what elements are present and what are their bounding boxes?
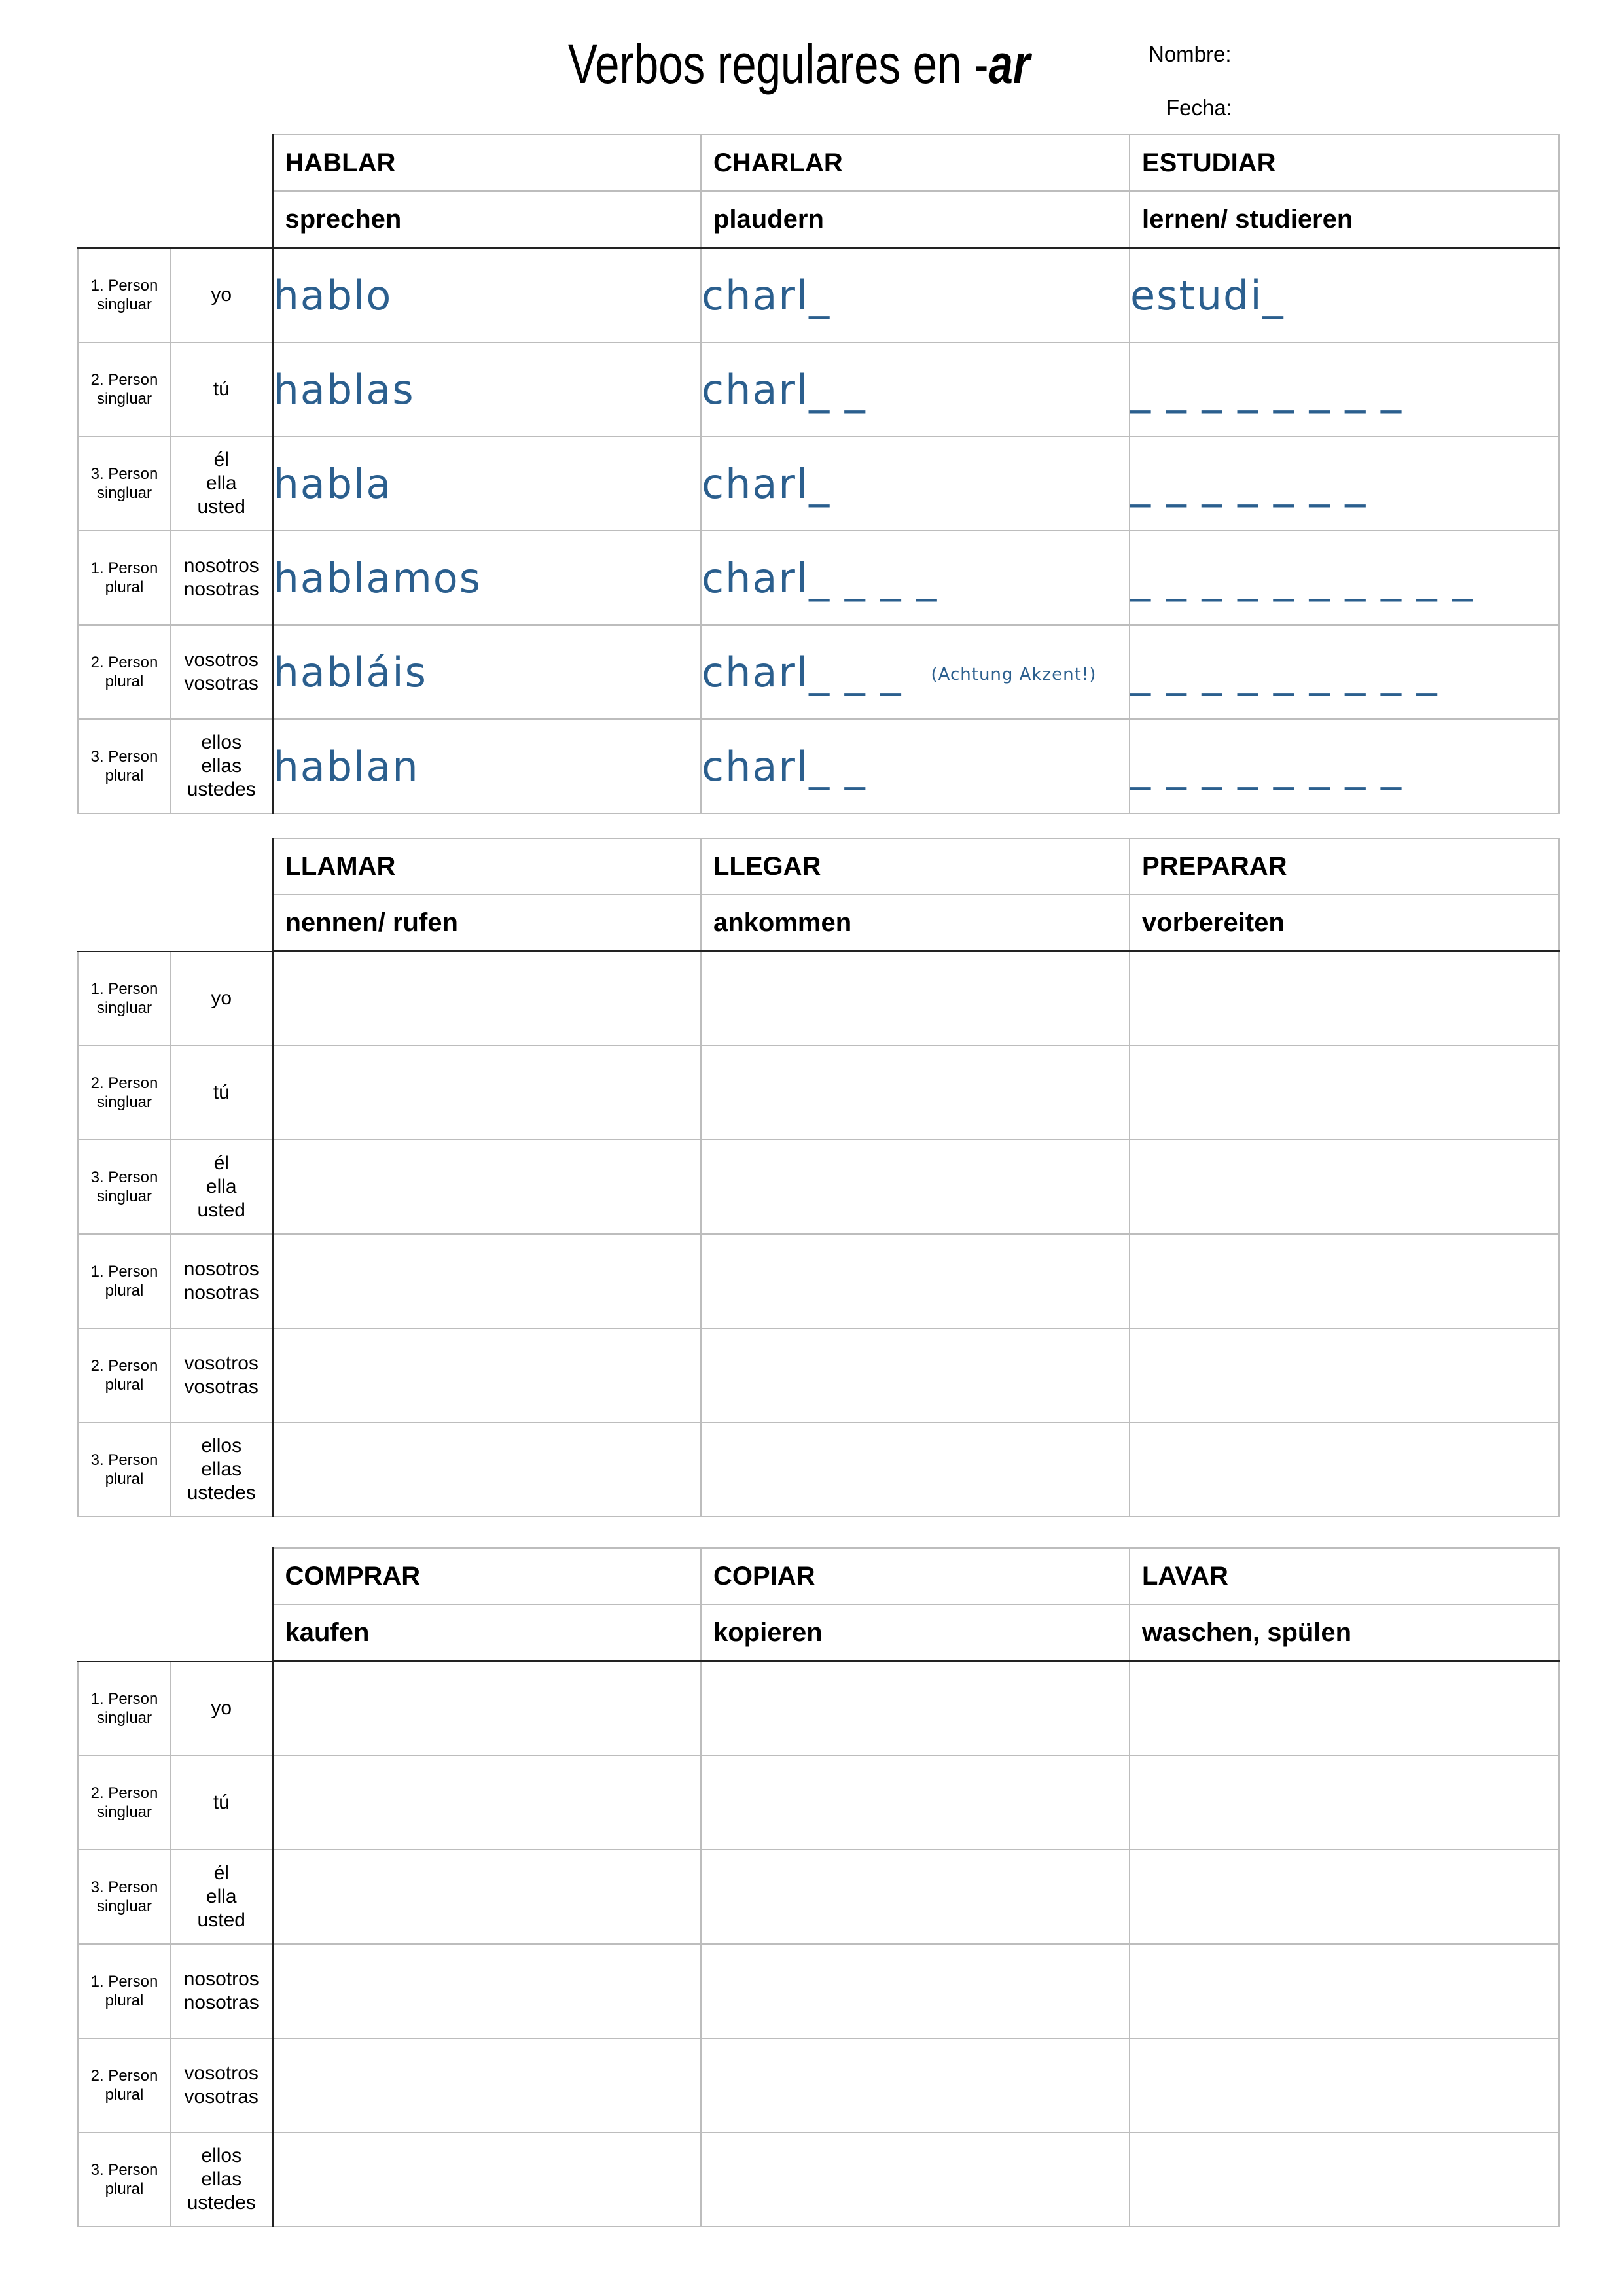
- answer-cell[interactable]: [701, 248, 1130, 343]
- person-ordinal: 3. Person: [90, 465, 158, 483]
- conjugation-row: [78, 1422, 1559, 1517]
- conjugation-row: [78, 1328, 1559, 1422]
- person-number: singluar: [96, 1898, 152, 1915]
- conjugated-form: _ _ _ _ _ _ _ _ _: [1130, 648, 1438, 696]
- answer-cell[interactable]: [1130, 436, 1559, 531]
- translation-row: [78, 894, 1559, 951]
- answer-cell[interactable]: [1130, 1422, 1559, 1517]
- pronoun: yo: [211, 283, 232, 306]
- answer-cell[interactable]: [1130, 248, 1559, 343]
- answer-cell[interactable]: [701, 436, 1130, 531]
- person-ordinal: 2. Person: [90, 1074, 158, 1092]
- pronoun: vosotras: [184, 673, 259, 694]
- answer-cell[interactable]: [1130, 1046, 1559, 1140]
- pronoun: vosotros: [184, 2062, 259, 2084]
- pronoun-cell: [171, 1328, 272, 1422]
- infinitive-row: [78, 1548, 1559, 1604]
- verb-translation: lernen/ studieren: [1130, 191, 1559, 248]
- pronoun: tú: [213, 1082, 230, 1103]
- pronoun: ustedes: [187, 2192, 256, 2214]
- pronoun: yo: [211, 987, 232, 1009]
- pronoun: usted: [197, 1199, 245, 1221]
- conjugation-row: [78, 1046, 1559, 1140]
- verb-translation: kaufen: [272, 1604, 701, 1661]
- conjugated-form: charl_ _: [702, 365, 866, 414]
- answer-cell[interactable]: [272, 1850, 701, 1944]
- answer-cell[interactable]: [272, 1422, 701, 1517]
- pronoun: ellos: [201, 732, 242, 753]
- person-ordinal: 1. Person: [90, 559, 158, 577]
- verb-infinitive: HABLAR: [272, 135, 701, 191]
- answer-cell[interactable]: [701, 2038, 1130, 2132]
- person-ordinal: 2. Person: [90, 2067, 158, 2085]
- person-ordinal: 3. Person: [90, 1451, 158, 1469]
- answer-cell[interactable]: [701, 531, 1130, 625]
- answer-cell[interactable]: [1130, 1140, 1559, 1234]
- answer-cell[interactable]: [272, 951, 701, 1046]
- person-ordinal: 3. Person: [90, 1879, 158, 1896]
- answer-cell[interactable]: [272, 625, 701, 719]
- verb-infinitive: LLAMAR: [272, 838, 701, 894]
- conjugation-row: [78, 1140, 1559, 1234]
- conjugation-table-2: [77, 838, 1558, 1517]
- pronoun-cell: [171, 1140, 272, 1234]
- conjugated-form: charl_ _ _: [702, 648, 902, 696]
- person-ordinal: 2. Person: [90, 1784, 158, 1802]
- conjugation-row: [78, 1944, 1559, 2038]
- corner-blank: [78, 1548, 272, 1661]
- person-number: plural: [105, 2180, 144, 2198]
- answer-cell[interactable]: [701, 1046, 1130, 1140]
- person-ordinal: 3. Person: [90, 748, 158, 766]
- title-suffix: ar: [988, 33, 1031, 95]
- conjugated-form: hablas: [273, 365, 415, 414]
- answer-cell[interactable]: [272, 1944, 701, 2038]
- verb-infinitive: ESTUDIAR: [1130, 135, 1559, 191]
- verb-infinitive: COMPRAR: [272, 1548, 701, 1604]
- person-label: [78, 1756, 171, 1850]
- pronoun: nosotras: [183, 578, 259, 600]
- answer-cell[interactable]: [701, 951, 1130, 1046]
- answer-cell[interactable]: [701, 1661, 1130, 1756]
- corner-blank: [78, 135, 272, 248]
- answer-cell[interactable]: [701, 1850, 1130, 1944]
- person-label: [78, 951, 171, 1046]
- pronoun: nosotros: [183, 555, 259, 576]
- pronoun: ella: [205, 1176, 237, 1197]
- verb-infinitive: LAVAR: [1130, 1548, 1559, 1604]
- date-label: Fecha:: [1166, 96, 1232, 120]
- verb-translation: plaudern: [701, 191, 1130, 248]
- person-label: [78, 1046, 171, 1140]
- conjugated-form: habláis: [273, 648, 427, 696]
- conjugation-row: [78, 531, 1559, 625]
- answer-cell[interactable]: [272, 1046, 701, 1140]
- pronoun-cell: [171, 719, 272, 813]
- person-ordinal: 1. Person: [90, 1263, 158, 1280]
- answer-cell[interactable]: [272, 436, 701, 531]
- person-number: singluar: [96, 484, 152, 502]
- pronoun-cell: [171, 436, 272, 531]
- answer-cell[interactable]: [1130, 1850, 1559, 1944]
- person-label: [78, 1944, 171, 2038]
- answer-cell[interactable]: [272, 1234, 701, 1328]
- conjugated-form: charl_ _ _ _: [702, 554, 938, 602]
- pronoun: ellos: [201, 1435, 242, 1457]
- answer-cell[interactable]: [701, 342, 1130, 436]
- pronoun: vosotras: [184, 2086, 259, 2108]
- translation-row: [78, 1604, 1559, 1661]
- answer-cell[interactable]: [701, 1756, 1130, 1850]
- translation-row: [78, 191, 1559, 248]
- verb-translation: sprechen: [272, 191, 701, 248]
- person-number: plural: [105, 2086, 144, 2104]
- conjugated-form: _ _ _ _ _ _ _ _ _ _: [1130, 554, 1474, 602]
- worksheet-title: [568, 33, 1031, 96]
- answer-cell[interactable]: [272, 531, 701, 625]
- pronoun: él: [213, 449, 229, 470]
- pronoun: ellas: [201, 755, 242, 777]
- pronoun-cell: [171, 1850, 272, 1944]
- conjugation-grid: [77, 838, 1560, 1517]
- person-ordinal: 1. Person: [90, 1689, 158, 1708]
- pronoun: ellas: [201, 2168, 242, 2190]
- pronoun-cell: [171, 1756, 272, 1850]
- person-number: singluar: [96, 998, 152, 1017]
- pronoun-cell: [171, 951, 272, 1046]
- verb-translation: kopieren: [701, 1604, 1130, 1661]
- pronoun: nosotros: [183, 1258, 259, 1280]
- verb-translation: waschen, spülen: [1130, 1604, 1559, 1661]
- pronoun: usted: [197, 1909, 245, 1931]
- pronoun: él: [213, 1862, 229, 1884]
- person-ordinal: 2. Person: [90, 1357, 158, 1375]
- conjugation-row: [78, 248, 1559, 343]
- person-number: singluar: [96, 390, 152, 408]
- conjugated-form: _ _ _ _ _ _ _ _: [1130, 742, 1402, 790]
- person-label: [78, 342, 171, 436]
- conjugation-row: [78, 436, 1559, 531]
- pronoun-cell: [171, 248, 272, 343]
- answer-cell[interactable]: [1130, 2038, 1559, 2132]
- pronoun: yo: [211, 1697, 232, 1719]
- pronoun-cell: [171, 1661, 272, 1756]
- answer-cell[interactable]: [1130, 1234, 1559, 1328]
- pronoun: ellos: [201, 2145, 242, 2166]
- pronoun: nosotras: [183, 1992, 259, 2013]
- pronoun-cell: [171, 531, 272, 625]
- person-number: singluar: [96, 1093, 152, 1111]
- answer-cell[interactable]: [701, 625, 1130, 719]
- answer-cell[interactable]: [272, 2038, 701, 2132]
- title-main: Verbos regulares en -: [568, 33, 989, 95]
- person-ordinal: 1. Person: [90, 1973, 158, 1990]
- person-number: plural: [105, 1376, 144, 1394]
- pronoun-cell: [171, 1046, 272, 1140]
- conjugation-row: [78, 2132, 1559, 2227]
- accent-note: (Achtung Akzent!): [931, 665, 1097, 685]
- conjugated-form: _ _ _ _ _ _ _ _: [1130, 365, 1402, 414]
- answer-cell[interactable]: [272, 1328, 701, 1422]
- verb-infinitive: CHARLAR: [701, 135, 1130, 191]
- person-label: [78, 1850, 171, 1944]
- person-ordinal: 1. Person: [90, 276, 158, 294]
- person-number: singluar: [96, 295, 152, 313]
- person-ordinal: 3. Person: [90, 2161, 158, 2179]
- person-label: [78, 625, 171, 719]
- answer-cell[interactable]: [1130, 719, 1559, 813]
- conjugated-form: hablan: [273, 742, 419, 790]
- person-label: [78, 248, 171, 343]
- conjugated-form: hablo: [273, 271, 393, 319]
- infinitive-row: [78, 135, 1559, 191]
- person-label: [78, 2132, 171, 2227]
- person-label: [78, 531, 171, 625]
- person-ordinal: 1. Person: [90, 980, 158, 998]
- person-label: [78, 1328, 171, 1422]
- pronoun: ustedes: [187, 779, 256, 800]
- conjugation-row: [78, 951, 1559, 1046]
- answer-cell[interactable]: [1130, 1328, 1559, 1422]
- pronoun: ustedes: [187, 1482, 256, 1504]
- pronoun-cell: [171, 1422, 272, 1517]
- pronoun: usted: [197, 496, 245, 518]
- conjugation-grid: [77, 1547, 1560, 2227]
- answer-cell[interactable]: [272, 248, 701, 343]
- pronoun-cell: [171, 1234, 272, 1328]
- pronoun-cell: [171, 2038, 272, 2132]
- infinitive-row: [78, 838, 1559, 894]
- person-number: singluar: [96, 1803, 152, 1821]
- conjugated-form: _ _ _ _ _ _ _: [1130, 459, 1367, 508]
- verb-translation: ankommen: [701, 894, 1130, 951]
- answer-cell[interactable]: [1130, 951, 1559, 1046]
- conjugation-row: [78, 342, 1559, 436]
- person-number: singluar: [96, 1708, 152, 1727]
- verb-translation: vorbereiten: [1130, 894, 1559, 951]
- pronoun: tú: [213, 1792, 230, 1813]
- conjugation-row: [78, 719, 1559, 813]
- conjugated-form: charl_: [702, 271, 831, 319]
- person-label: [78, 1234, 171, 1328]
- conjugation-table-3: [77, 1547, 1558, 2227]
- person-label: [78, 436, 171, 531]
- pronoun-cell: [171, 1944, 272, 2038]
- answer-cell[interactable]: [272, 1756, 701, 1850]
- pronoun: tú: [213, 378, 230, 400]
- pronoun: nosotros: [183, 1968, 259, 1990]
- conjugation-row: [78, 1661, 1559, 1756]
- conjugated-form: hablamos: [273, 554, 482, 602]
- answer-cell[interactable]: [701, 719, 1130, 813]
- answer-cell[interactable]: [272, 719, 701, 813]
- conjugation-row: [78, 625, 1559, 719]
- person-number: plural: [105, 767, 144, 785]
- person-label: [78, 1422, 171, 1517]
- conjugated-form: estudi_: [1130, 271, 1285, 319]
- pronoun-cell: [171, 625, 272, 719]
- conjugation-table-1: [77, 134, 1558, 814]
- answer-cell[interactable]: [701, 1234, 1130, 1328]
- answer-cell[interactable]: [1130, 1756, 1559, 1850]
- conjugated-form: charl_: [702, 459, 831, 508]
- answer-cell[interactable]: [1130, 531, 1559, 625]
- person-ordinal: 2. Person: [90, 371, 158, 389]
- answer-cell[interactable]: [1130, 625, 1559, 719]
- corner-blank: [78, 838, 272, 951]
- answer-cell[interactable]: [272, 2132, 701, 2227]
- pronoun: nosotras: [183, 1282, 259, 1303]
- person-label: [78, 719, 171, 813]
- person-number: plural: [105, 1282, 144, 1299]
- name-label: Nombre:: [1149, 42, 1232, 66]
- pronoun: vosotros: [184, 649, 259, 671]
- pronoun-cell: [171, 2132, 272, 2227]
- pronoun: ella: [205, 1886, 237, 1907]
- person-label: [78, 1661, 171, 1756]
- answer-cell[interactable]: [701, 1328, 1130, 1422]
- pronoun-cell: [171, 342, 272, 436]
- verb-infinitive: COPIAR: [701, 1548, 1130, 1604]
- person-ordinal: 3. Person: [90, 1169, 158, 1186]
- answer-cell[interactable]: [1130, 1661, 1559, 1756]
- pronoun: ella: [205, 472, 237, 494]
- conjugation-row: [78, 1850, 1559, 1944]
- verb-infinitive: LLEGAR: [701, 838, 1130, 894]
- person-number: plural: [105, 578, 144, 596]
- answer-cell[interactable]: [701, 1944, 1130, 2038]
- person-label: [78, 2038, 171, 2132]
- person-number: plural: [105, 1470, 144, 1488]
- pronoun: vosotros: [184, 1352, 259, 1374]
- answer-cell[interactable]: [1130, 2132, 1559, 2227]
- conjugation-row: [78, 1234, 1559, 1328]
- conjugation-grid: [77, 134, 1560, 814]
- conjugation-row: [78, 1756, 1559, 1850]
- answer-cell[interactable]: [272, 1140, 701, 1234]
- answer-cell[interactable]: [701, 1422, 1130, 1517]
- pronoun: vosotras: [184, 1376, 259, 1398]
- person-number: plural: [105, 1992, 144, 2009]
- pronoun: él: [213, 1152, 229, 1174]
- answer-cell[interactable]: [1130, 342, 1559, 436]
- answer-cell[interactable]: [701, 1140, 1130, 1234]
- person-number: singluar: [96, 1188, 152, 1205]
- person-label: [78, 1140, 171, 1234]
- verb-infinitive: PREPARAR: [1130, 838, 1559, 894]
- conjugated-form: charl_ _: [702, 742, 866, 790]
- verb-translation: nennen/ rufen: [272, 894, 701, 951]
- person-ordinal: 2. Person: [90, 654, 158, 671]
- answer-cell[interactable]: [701, 2132, 1130, 2227]
- pronoun: ellas: [201, 1458, 242, 1480]
- answer-cell[interactable]: [272, 342, 701, 436]
- conjugated-form: habla: [273, 459, 393, 508]
- person-number: plural: [105, 673, 144, 690]
- answer-cell[interactable]: [272, 1661, 701, 1756]
- answer-cell[interactable]: [1130, 1944, 1559, 2038]
- conjugation-row: [78, 2038, 1559, 2132]
